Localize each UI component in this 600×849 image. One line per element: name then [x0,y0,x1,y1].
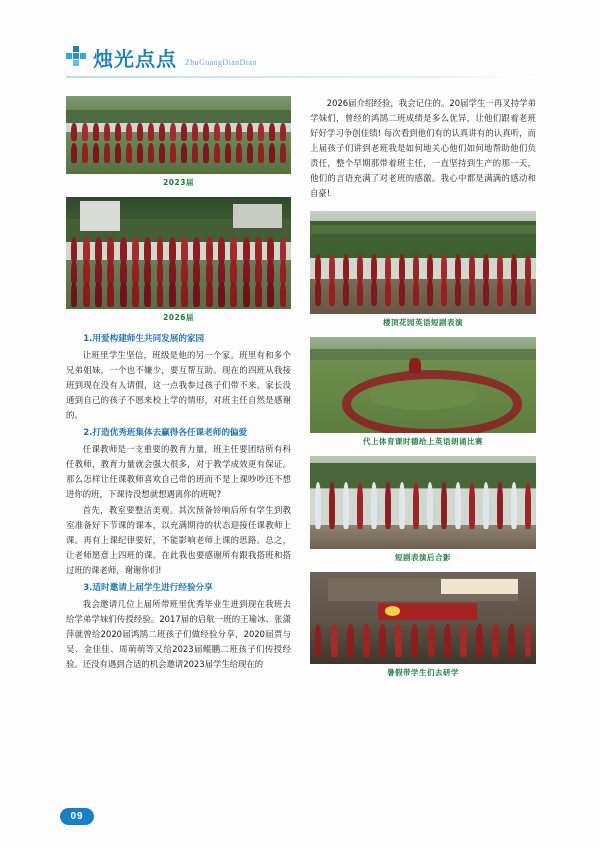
photo-rooftop-drama [310,211,536,314]
photo-drama-group [310,456,536,549]
photo-caption: 2023届 [163,178,194,187]
section-heading: 3.适时邀请上届学生进行经验分享 [83,583,213,593]
section-heading: 2.打造优秀班集体去赢得各任课老师的偏爱 [83,428,248,438]
photo-caption: 2026届 [163,313,194,322]
logo-title-en: ZhuGuangDianDian [185,58,257,67]
photo-outdoor-recitation [310,337,536,433]
left-column [66,96,291,673]
page-number: 09 [60,808,94,825]
body-paragraph: 我会邀请几位上届所带班里优秀毕业生进到现在我班去给学弟学妹们传授经验。2017届的启航一班的王瑜冰、张潇萍就曾给2020届鸿鹄二班孩子们做经验分享，2020届贾与吴、金佳佳、周萌萌等又给2023届鲲鹏二班孩子们传授经验。还没有遇到合适的机会邀请2023届学生给现在的 [66,599,291,669]
photo-class-2023 [66,96,291,174]
masthead-logo [66,46,257,69]
body-paragraph: 首先，教室要整洁美观。其次预备铃响后所有学生到教室准备好下节课的课本，以充满期待的状态迎接任课教师上课。再有上课纪律要好，不能影响老师上课的思路。总之，让老师愿意上四班的课。在此我也要感谢所有跟我搭班和搭过班的课老师，谢谢你们! [66,505,291,575]
photo-summer-study-tour [310,572,536,664]
logo-dots-icon [66,46,86,66]
section-heading: 1.用爱构建师生共同发展的家园 [83,334,205,344]
photo-caption: 短剧表演后合影 [395,553,451,562]
photo-caption: 暑假带学生们去研学 [387,668,459,677]
page-header [0,0,600,88]
body-paragraph: 让班里学生坚信，班级是他的另一个家。班里有和多个兄弟姐妹，一个也不嫌少，要互帮互助。现在的四班从我接班到现在没有人请假，这一点我参过孩子们带不来。家长没通到自己的孩子不愿来校上学的情形，对班主任自然是感谢的。 [66,350,291,420]
header-divider [66,76,536,78]
logo-title-cn: 烛光点点 [93,47,177,71]
body-paragraph: 任课教师是一支重要的教育力量，班主任要团结所有科任教师，教育力量就会强大很多，对于教学成效更有保证。那么怎样让任课教师喜欢自己带的班而不是上课吵吵还不想进你的班，下课待没想就想遇离你的班呢? [66,444,291,499]
body-paragraph: 2026届介绍经验，我会记住的。20届学生一再叉持学弟学妹们，曾经的鸿鹄二班成绩是多么优异，让他们跟着老班好好学习争创佳绩! 每次看到他们有的认真讲有的认真听，而上届孩子们讲到老班我是如何地关心他们如何地帮助他们负责任，整个早期那带着班主任，一直坚持到生产的那一天，他们的言语充满了对老班的感激。我心中都是满满的感动和自豪! [310,98,536,198]
right-column [310,96,536,687]
photo-caption: 代上体育课时德给上英语朗诵比赛 [363,437,483,446]
photo-caption: 楼顶花园英语短剧表演 [383,318,463,327]
photo-class-2026 [66,197,291,309]
